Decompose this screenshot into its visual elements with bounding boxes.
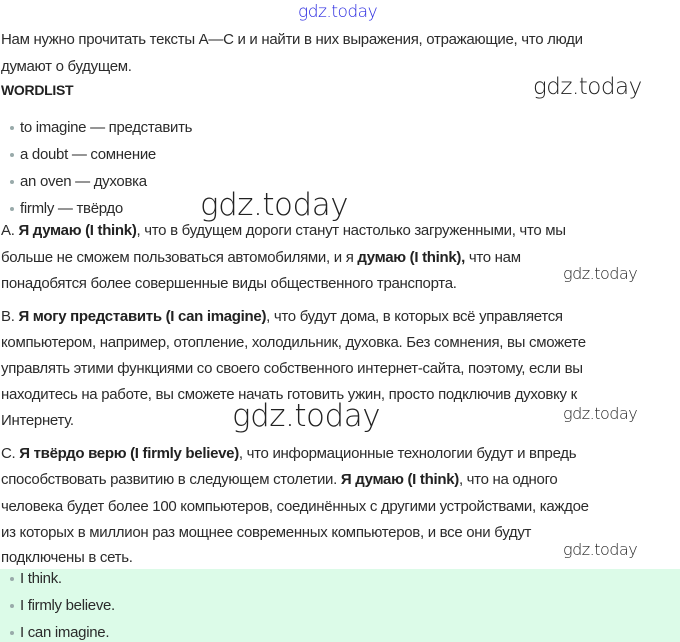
text-segment: находитесь на работе, вы сможете начать готовить ужин, просто подключив духовку к (1, 386, 577, 403)
text-segment: Интернету. (1, 412, 74, 429)
bullet-icon (10, 153, 14, 157)
watermark: gdz.today (563, 404, 638, 423)
text-segment: способствовать развитию в следующем столетии. (1, 471, 341, 488)
paragraph-line (1, 275, 457, 293)
text-segment: C. (1, 445, 20, 462)
paragraph-line (1, 249, 521, 267)
paragraph-line (1, 222, 566, 240)
text-segment: , что на одного (458, 471, 558, 488)
text-segment: , что в будущем дороги станут настолько загруженными, что мы (136, 222, 566, 239)
text-segment: подключены в сеть. (1, 549, 133, 566)
highlighted-phrase: Я думаю (I think) (340, 471, 459, 488)
text-segment: из которых в миллион раз мощнее современных компьютеров, и все они будут (1, 524, 532, 541)
bullet-icon (10, 126, 14, 130)
watermark: gdz.today (533, 74, 642, 100)
paragraph-line (1, 308, 563, 326)
answer-item (10, 597, 115, 615)
paragraph-line (1, 445, 576, 463)
highlighted-phrase: Я думаю (I think) (18, 222, 137, 239)
watermark: gdz.today (232, 398, 381, 434)
watermark: gdz.today (563, 264, 638, 283)
bullet-icon (10, 577, 14, 581)
text-segment: , что информационные технологии будут и впредь (238, 445, 577, 462)
answer-box (0, 569, 680, 642)
answer-text: I firmly believe. (20, 597, 115, 614)
highlighted-phrase: Я могу представить (I can imagine) (18, 308, 267, 325)
intro-line: думают о будущем. (1, 58, 132, 75)
paragraph-line (1, 334, 586, 352)
highlighted-phrase: Я твёрдо верю (I firmly believe) (19, 445, 239, 462)
answer-text: I can imagine. (20, 624, 110, 641)
text-segment: , что будут дома, в которых всё управляется (266, 308, 563, 325)
answer-item (10, 624, 109, 642)
paragraph-line (1, 360, 583, 378)
wordlist-item (10, 173, 147, 191)
wordlist-item (10, 119, 192, 137)
wordlist-text: an oven — духовка (20, 173, 147, 190)
wordlist-text: to imagine — представить (20, 119, 193, 136)
bullet-icon (10, 180, 14, 184)
wordlist-heading: WORDLIST (1, 82, 74, 98)
bullet-icon (10, 631, 14, 635)
paragraph-line (1, 549, 133, 567)
highlighted-phrase: думаю (I think), (357, 249, 465, 266)
text-segment: понадобятся более совершенные виды общественного транспорта. (1, 275, 457, 292)
text-segment: человека будет более 100 компьютеров, соединённых с другими устройствами, каждое (1, 498, 589, 515)
text-segment: B. (1, 308, 19, 325)
paragraph-line (1, 412, 74, 430)
watermark: gdz.today (563, 540, 638, 559)
text-segment: управлять этими функциями со своего собственного интернет-сайта, поэтому, если вы (1, 360, 583, 377)
text-segment: больше не сможем пользоваться автомобилями, и я (1, 249, 358, 266)
paragraph-line (1, 524, 531, 542)
text-segment: компьютером, например, отопление, холодильник, духовка. Без сомнения, вы сможете (1, 334, 586, 351)
wordlist-text: a doubt — сомнение (20, 146, 156, 163)
paragraph-line (1, 471, 557, 489)
watermark: gdz.today (298, 2, 378, 22)
text-segment: что нам (464, 249, 521, 266)
bullet-icon (10, 604, 14, 608)
text-segment: A. (1, 222, 19, 239)
intro-line: Нам нужно прочитать тексты A—C и и найти в них выражения, отражающие, что люди (1, 31, 583, 48)
paragraph-line (1, 498, 589, 516)
wordlist-item (10, 146, 156, 164)
bullet-icon (10, 207, 14, 211)
wordlist-text: firmly — твёрдо (20, 200, 123, 217)
watermark: gdz.today (200, 187, 349, 223)
wordlist-item (10, 200, 123, 218)
answer-item (10, 570, 62, 588)
answer-text: I think. (20, 570, 62, 587)
